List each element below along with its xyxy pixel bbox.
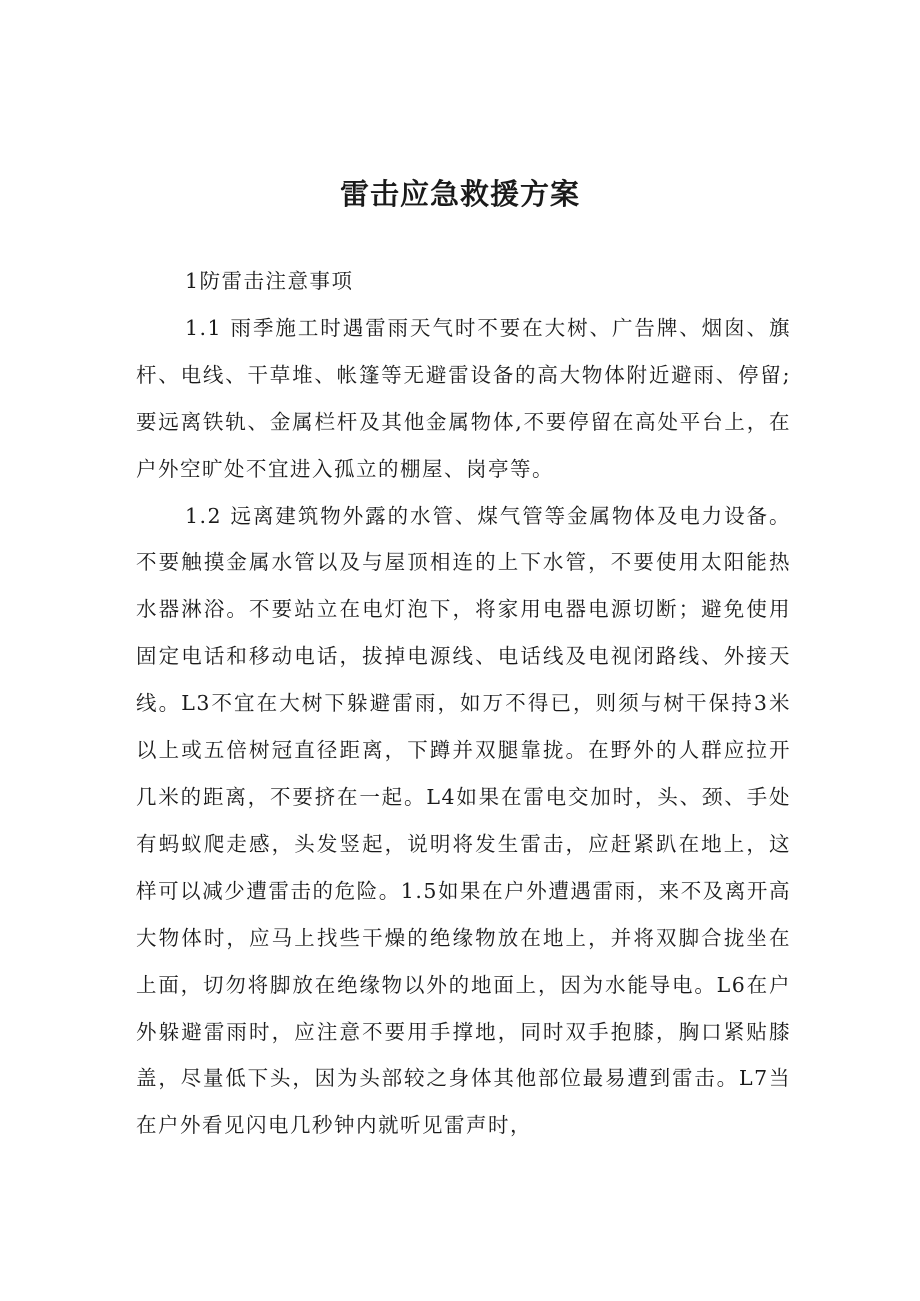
document-title: 雷击应急救援方案 — [339, 177, 580, 211]
document-body — [136, 258, 791, 1149]
section-heading: 1防雷击注意事项 — [185, 269, 354, 293]
paragraph-1-2: 1.2 远离建筑物外露的水管、煤气管等金属物体及电力设备。不要触摸金属水管以及与屋顶相连的上下水管，不要使用太阳能热水器淋浴。不要站立在电灯泡下，将家用电器电源切断；避免使用固定电话和移动电话，拔掉电源线、电话线及电视闭路线、外接天线。L3不宜在大树下躲避雷雨，如万不得已，则须与树干保持3米以上或五倍树冠直径距离，下蹲并双腿靠拢。在野外的人群应拉开几米的距离，不要挤在一起。L4如果在雷电交加时，头、颈、手处有蚂蚁爬走感，头发竖起，说明将发生雷击，应赶紧趴在地上，这样可以减少遭雷击的危险。1.5如果在户外遭遇雷雨，来不及离开高大物体时，应马上找些干燥的绝缘物放在地上，并将双脚合拢坐在上面，切勿将脚放在绝缘物以外的地面上，因为水能导电。L6在户外躲避雷雨时，应注意不要用手撑地，同时双手抱膝，胸口紧贴膝盖，尽量低下头，因为头部较之身体其他部位最易遭到雷击。L7当在户外看见闪电几秒钟内就听见雷声时， — [136, 503, 791, 1138]
paragraph-1-1: 1.1 雨季施工时遇雷雨天气时不要在大树、广告牌、烟囱、旗杆、电线、干草堆、帐篷等无避雷设备的高大物体附近避雨、停留;要远离铁轨、金属栏杆及其他金属物体,不要停留在高处平台上，在户外空旷处不宜进入孤立的棚屋、岗亭等。 — [136, 315, 791, 481]
